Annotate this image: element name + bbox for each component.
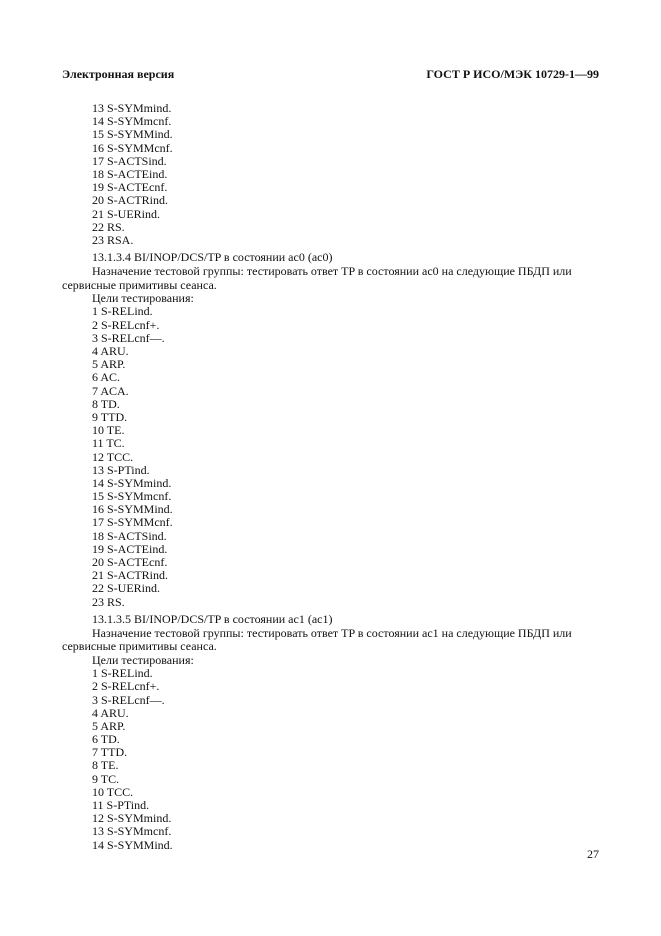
- list-item: 13 S-SYMmind.: [92, 101, 172, 115]
- list-item: 8 TD.: [92, 396, 120, 411]
- list-item: 9 TC.: [92, 771, 120, 786]
- list-item: 4 ARU.: [92, 344, 129, 358]
- list-item: 9 TTD.: [92, 409, 128, 424]
- list-item: 16 S-SYMMind.: [92, 502, 173, 517]
- page-body: [62, 101, 612, 852]
- list-item: 12 TCC.: [92, 449, 134, 464]
- list-item: 13 S-PTind.: [92, 462, 150, 477]
- list-top: [92, 102, 612, 247]
- list-item: 1 S-RELind.: [92, 304, 153, 319]
- list-item: 17 S-SYMMcnf.: [92, 515, 173, 530]
- list-item: 12 S-SYMmind.: [92, 811, 172, 826]
- list-item: 18 S-ACTEind.: [92, 166, 168, 181]
- page-number: 27: [587, 847, 599, 861]
- section-paragraph: Назначение тестовой группы: тестировать ответ TP в состоянии ac0 на следующие ПБДП или сервисные примитивы сеанса.: [62, 264, 572, 292]
- list-item: 20 S-ACTEcnf.: [92, 555, 168, 569]
- list-item: 19 S-ACTEind.: [92, 541, 168, 556]
- list-item: 10 TCC.: [92, 784, 134, 799]
- list-item: 15 S-SYMmcnf.: [92, 489, 172, 504]
- list-item: 5 ARP.: [92, 718, 126, 733]
- standard-number: ГОСТ Р ИСО/МЭК 10729-1—99: [426, 67, 599, 81]
- page-header: [62, 68, 599, 84]
- section-heading: 13.1.3.5 BI/INOP/DCS/TP в состоянии ac1 (ac1): [92, 611, 333, 626]
- list-item: 23 RSA.: [92, 232, 134, 247]
- list-item: 15 S-SYMMind.: [92, 127, 173, 142]
- list-item: 8 TE.: [92, 758, 119, 773]
- list-item: 3 S-RELcnf—.: [92, 692, 165, 707]
- list-item: 20 S-ACTRind.: [92, 193, 169, 208]
- targets-label: Цели тестирования:: [92, 652, 194, 667]
- list-item: 2 S-RELcnf+.: [92, 679, 160, 694]
- list-item: 23 RS.: [92, 594, 125, 609]
- list-item: 4 ARU.: [92, 705, 129, 720]
- list-item: 16 S-SYMMcnf.: [92, 140, 173, 155]
- list-item: 17 S-ACTSind.: [92, 153, 167, 168]
- list-item: 6 TD.: [92, 732, 120, 747]
- section-heading: 13.1.3.4 BI/INOP/DCS/TP в состоянии ac0 (ac0): [92, 250, 333, 265]
- list-item: 10 TE.: [92, 423, 125, 438]
- section-1-list: [92, 305, 612, 608]
- list-item: 18 S-ACTSind.: [92, 528, 167, 543]
- list-item: 3 S-RELcnf—.: [92, 330, 165, 345]
- section-2-list: [92, 667, 612, 852]
- list-item: 11 S-PTind.: [92, 798, 150, 812]
- list-item: 22 RS.: [92, 219, 125, 234]
- list-item: 21 S-UERind.: [92, 206, 161, 221]
- list-item: 7 ACA.: [92, 383, 129, 398]
- list-item: 14 S-SYMmind.: [92, 475, 172, 490]
- targets-label: Цели тестирования:: [92, 291, 194, 306]
- section-paragraph: Назначение тестовой группы: тестировать ответ TP в состоянии ac1 на следующие ПБДП или сервисные примитивы сеанса.: [62, 625, 572, 654]
- list-item: 2 S-RELcnf+.: [92, 317, 160, 332]
- list-item: 14 S-SYMmcnf.: [92, 114, 172, 129]
- list-item: 13 S-SYMmcnf.: [92, 824, 172, 839]
- list-item: 11 TC.: [92, 436, 125, 451]
- list-item: 21 S-ACTRind.: [92, 568, 169, 583]
- list-item: 7 TTD.: [92, 745, 128, 760]
- list-item: 5 ARP.: [92, 357, 126, 372]
- list-item: 6 AC.: [92, 370, 121, 385]
- list-item: 1 S-RELind.: [92, 666, 153, 681]
- list-item: 19 S-ACTEcnf.: [92, 180, 168, 195]
- list-item: 22 S-UERind.: [92, 581, 161, 596]
- list-item: 14 S-SYMMind.: [92, 837, 173, 852]
- edition-label: Электронная версия: [62, 67, 175, 81]
